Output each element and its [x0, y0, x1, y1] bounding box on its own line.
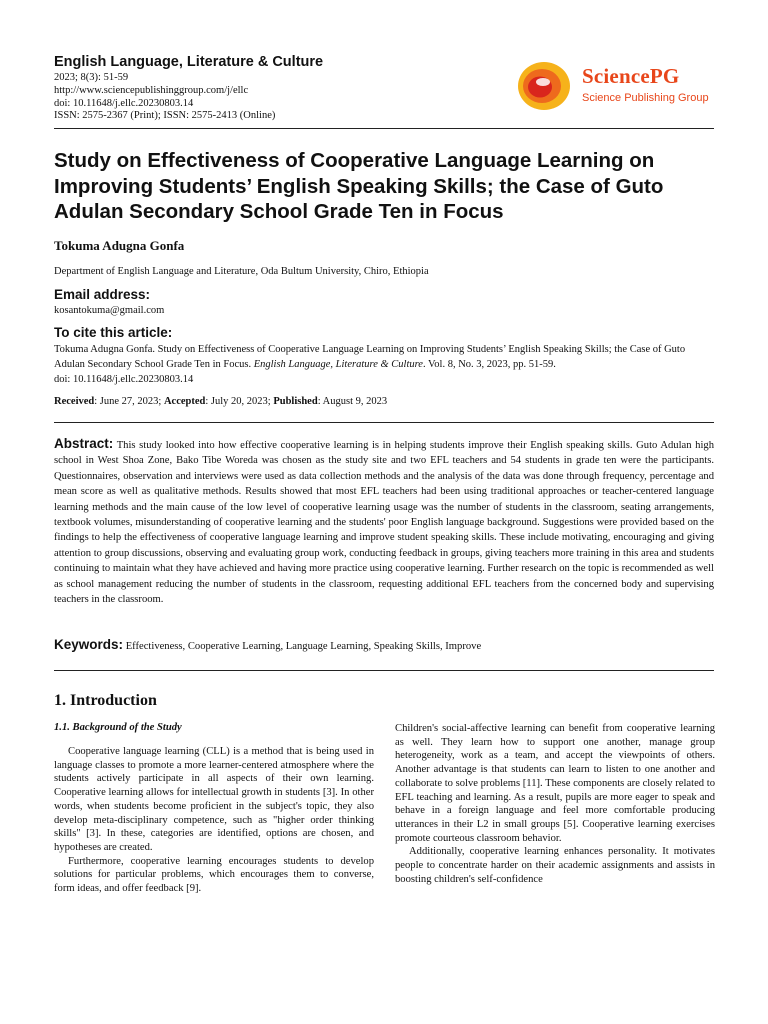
- journal-doi[interactable]: doi: 10.11648/j.ellc.20230803.14: [54, 97, 194, 109]
- citation-volume: . Vol. 8, No. 3, 2023, pp. 51-59.: [422, 359, 556, 370]
- accepted-date: : July 20, 2023;: [205, 396, 274, 407]
- journal-issue: 2023; 8(3): 51-59: [54, 72, 129, 83]
- body-column-left: [54, 745, 374, 896]
- paragraph: Additionally, cooperative learning enhances personality. It motivates people to concentrate harder on their academic assignments and assists in boosting children's self-confidence: [395, 846, 715, 885]
- article-title: Study on Effectiveness of Cooperative Language Learning on Improving Students’ English Speaking Skills; the Case of Guto Adulan Secondary School Grade Ten in Focus: [54, 149, 664, 223]
- paragraph: Children's social-affective learning can benefit from cooperative learning as well. They learn how to support one another, manage group heterogeneity, work as a team, and accept the viewpoints of others. Another advantage is that students can learn to listen to one another and collaborate to solve problems [11]. These components are closely related to EFL teaching and learning. As a result, pupils are more eager to speak and behave in a foreign language and feel more comfortable producing utterances in their L2 in small groups [5]. Cooperative learning exercises promote courteous classroom behavior.: [395, 723, 715, 844]
- sciencepg-logo: [516, 58, 716, 114]
- cite-label: To cite this article:: [54, 325, 173, 340]
- citation-main: Tokuma Adugna Gonfa. Study on Effectiveness of Cooperative Language Learning on Improving Students’ English Speaking Skills; the Case of Guto Adulan Secondary School Grade Ten in Focus.: [54, 344, 686, 370]
- published-label: Published: [273, 396, 318, 407]
- citation: [54, 342, 714, 387]
- email-label: Email address:: [54, 287, 151, 302]
- received-label: Received: [54, 396, 95, 407]
- published-date: : August 9, 2023: [317, 396, 388, 407]
- subsection-heading-background: 1.1. Background of the Study: [54, 722, 182, 733]
- journal-header: [54, 54, 714, 124]
- author-affiliation: Department of English Language and Literature, Oda Bultum University, Chiro, Ethiopia: [54, 266, 429, 277]
- body-column-right: [395, 722, 715, 886]
- logo-name: SciencePG: [582, 64, 680, 88]
- paragraph: Cooperative language learning (CLL) is a method that is being used in language classes to promote a more learner-centered atmosphere where the students actively participate in all aspects of their own learning. Cooperative learning allows for intellectual growth in students [3]. In other words, when students become proficient in the subject's topic, they also develop meta-disciplinary competence, such as "higher order thinking skills" [3]. In these, categories are identified, options are chosen, and hypotheses are created.: [54, 746, 374, 853]
- citation-doi[interactable]: doi: 10.11648/j.ellc.20230803.14: [54, 374, 194, 385]
- keywords-label: Keywords:: [54, 637, 124, 652]
- abstract: [54, 436, 714, 607]
- publication-dates: [54, 396, 387, 407]
- citation-journal: English Language, Literature & Culture: [253, 359, 423, 370]
- journal-title: English Language, Literature & Culture: [54, 54, 324, 70]
- journal-url[interactable]: http://www.sciencepublishinggroup.com/j/ellc: [54, 84, 249, 96]
- paragraph: Furthermore, cooperative learning encourages students to develop solutions for particular problems, which encourages them to converse, form ideas, and offer feedback [9].: [54, 855, 374, 895]
- section-heading-introduction: 1. Introduction: [54, 692, 157, 709]
- logo-subtitle: Science Publishing Group: [582, 92, 709, 104]
- journal-meta: [54, 72, 275, 123]
- keywords-text: Effectiveness, Cooperative Learning, Language Learning, Speaking Skills, Improve: [125, 641, 482, 652]
- abstract-bottom-divider: [54, 670, 714, 671]
- abstract-text: This study looked into how effective cooperative learning is in helping students improve their English speaking skills. Guto Adulan high school in West Shoa Zone, Bako Tibe Woreda was chosen as the study site and two EFL teachers and 54 students in grade ten were the participants. Questionnaires, observation and interviews were used as data collection methods and the analysis of the data was done through frequency, percentage and mean score as well as qualitative methods. Results showed that most EFL teachers had been using traditional approaches or teacher-centered language learning methods and the main cause of the low level of cooperative learning usage was the number of students in the classroom, seating arrangements, textbook volumes, misunderstanding of cooperative learning and the students' poor English language background. Suggestions were provided based on the findings to help the effectiveness of cooperative language learning and improve student speaking skills. These include motivating, encouraging and giving attention to group discussions, observing and evaluating group work, conducting feedback in groups, giving teachers more training in this area and students continuing to maintain what they have achieved and having more practice using cooperative learning. Further research on the topic is recommended as well as school management reducing the number of students in the classroom, requesting additional EFL teachers from the concerned body and supervising teachers in the classroom.: [54, 440, 714, 606]
- abstract-label: Abstract:: [54, 436, 114, 451]
- keywords: [54, 637, 714, 652]
- author-name: Tokuma Adugna Gonfa: [54, 238, 185, 253]
- abstract-top-divider: [54, 422, 714, 423]
- accepted-label: Accepted: [163, 396, 206, 407]
- header-divider: [54, 128, 714, 129]
- email-link[interactable]: kosantokuma@gmail.com: [54, 305, 165, 316]
- received-date: : June 27, 2023;: [94, 396, 164, 407]
- sciencepg-swirl-icon: [516, 58, 576, 114]
- journal-issn: ISSN: 2575-2367 (Print); ISSN: 2575-2413 (Online): [54, 110, 276, 122]
